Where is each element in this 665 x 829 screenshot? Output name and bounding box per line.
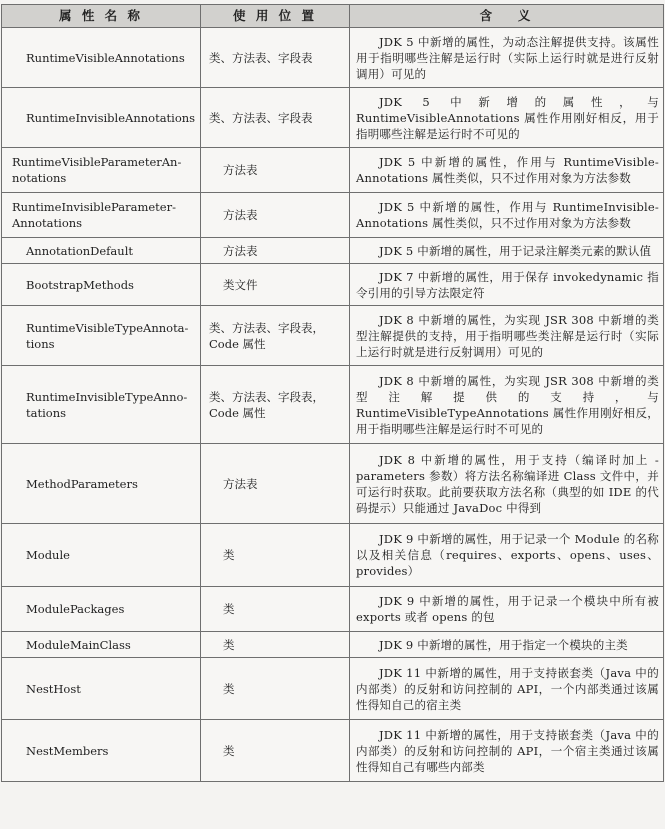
table-row (2, 193, 664, 238)
usage-cell: 类 (201, 632, 350, 658)
description-cell: JDK 8 中新增的属性，为实现 JSR 308 中新增的类型注解提供的支持，用于指明哪些类注解是运行时（实际上运行时就是进行反射调用）可见的 (350, 306, 664, 366)
table-row (2, 720, 664, 782)
description-cell: JDK 5 中新增的属性，作用与 RuntimeVisible-Annotations 属性类似，只不过作用对象为方法参数 (350, 148, 664, 193)
header-usage-location: 使 用 位 置 (201, 5, 350, 28)
header-meaning: 含 义 (350, 5, 664, 28)
usage-cell: 类 (201, 587, 350, 632)
usage-cell: 类、方法表、字段表，Code 属性 (201, 366, 350, 444)
usage-cell: 类 (201, 524, 350, 587)
description-cell: JDK 5 中新增的属性，用于记录注解类元素的默认值 (350, 238, 664, 264)
attribute-table (1, 4, 664, 782)
description-cell: JDK 8 中新增的属性，用于支持（编译时加上 -parameters 参数）将方法名称编译进 Class 文件中，并可运行时获取。此前要获取方法名称（典型的如 IDE 的代码提示）只能通过 JavaDoc 中得到 (350, 444, 664, 524)
usage-cell: 类、方法表、字段表 (201, 88, 350, 148)
description-cell: JDK 5 中新增的属性，与 RuntimeVisibleAnnotations 属性作用刚好相反，用于指明哪些注解是运行时不可见的 (350, 88, 664, 148)
attribute-name-cell: RuntimeVisibleTypeAnnota-tions (2, 306, 201, 366)
usage-cell: 类文件 (201, 264, 350, 306)
attribute-name-cell: ModuleMainClass (2, 632, 201, 658)
table-row (2, 444, 664, 524)
header-attribute-name: 属 性 名 称 (2, 5, 201, 28)
attribute-name-cell: AnnotationDefault (2, 238, 201, 264)
description-cell: JDK 5 中新增的属性，作用与 RuntimeInvisible-Annotations 属性类似，只不过作用对象为方法参数 (350, 193, 664, 238)
attribute-name-cell: RuntimeInvisibleTypeAnno-tations (2, 366, 201, 444)
table-row (2, 587, 664, 632)
table-row (2, 366, 664, 444)
header-row (2, 5, 664, 28)
usage-cell: 方法表 (201, 193, 350, 238)
description-cell: JDK 9 中新增的属性，用于指定一个模块的主类 (350, 632, 664, 658)
table-row (2, 264, 664, 306)
description-cell: JDK 9 中新增的属性，用于记录一个模块中所有被 exports 或者 opens 的包 (350, 587, 664, 632)
usage-cell: 类 (201, 658, 350, 720)
description-cell: JDK 9 中新增的属性，用于记录一个 Module 的名称以及相关信息（requires、exports、opens、uses、provides） (350, 524, 664, 587)
attribute-name-cell: ModulePackages (2, 587, 201, 632)
attribute-name-cell: MethodParameters (2, 444, 201, 524)
usage-cell: 方法表 (201, 148, 350, 193)
description-cell: JDK 7 中新增的属性，用于保存 invokedynamic 指令引用的引导方法限定符 (350, 264, 664, 306)
table-row (2, 88, 664, 148)
table-row (2, 632, 664, 658)
usage-cell: 方法表 (201, 238, 350, 264)
attribute-name-cell: Module (2, 524, 201, 587)
attribute-name-cell: RuntimeVisibleParameterAn-notations (2, 148, 201, 193)
attribute-name-cell: NestMembers (2, 720, 201, 782)
table-row (2, 238, 664, 264)
description-cell: JDK 11 中新增的属性，用于支持嵌套类（Java 中的内部类）的反射和访问控制的 API，一个宿主类通过该属性得知自己有哪些内部类 (350, 720, 664, 782)
attribute-name-cell: NestHost (2, 658, 201, 720)
usage-cell: 方法表 (201, 444, 350, 524)
table-row (2, 148, 664, 193)
description-cell: JDK 8 中新增的属性，为实现 JSR 308 中新增的类型注解提供的支持，与 RuntimeVisibleTypeAnnotations 属性作用刚好相反，用于指明哪些注解是运行时不可见的 (350, 366, 664, 444)
table-row (2, 658, 664, 720)
usage-cell: 类 (201, 720, 350, 782)
description-cell: JDK 11 中新增的属性，用于支持嵌套类（Java 中的内部类）的反射和访问控制的 API，一个内部类通过该属性得知自己的宿主类 (350, 658, 664, 720)
attribute-name-cell: BootstrapMethods (2, 264, 201, 306)
table-row (2, 524, 664, 587)
usage-cell: 类、方法表、字段表，Code 属性 (201, 306, 350, 366)
table-row (2, 28, 664, 88)
attribute-name-cell: RuntimeInvisibleAnnotations (2, 88, 201, 148)
attribute-name-cell: RuntimeInvisibleParameter-Annotations (2, 193, 201, 238)
table-row (2, 306, 664, 366)
description-cell: JDK 5 中新增的属性，为动态注解提供支持。该属性用于指明哪些注解是运行时（实际上运行时就是进行反射调用）可见的 (350, 28, 664, 88)
usage-cell: 类、方法表、字段表 (201, 28, 350, 88)
attribute-name-cell: RuntimeVisibleAnnotations (2, 28, 201, 88)
